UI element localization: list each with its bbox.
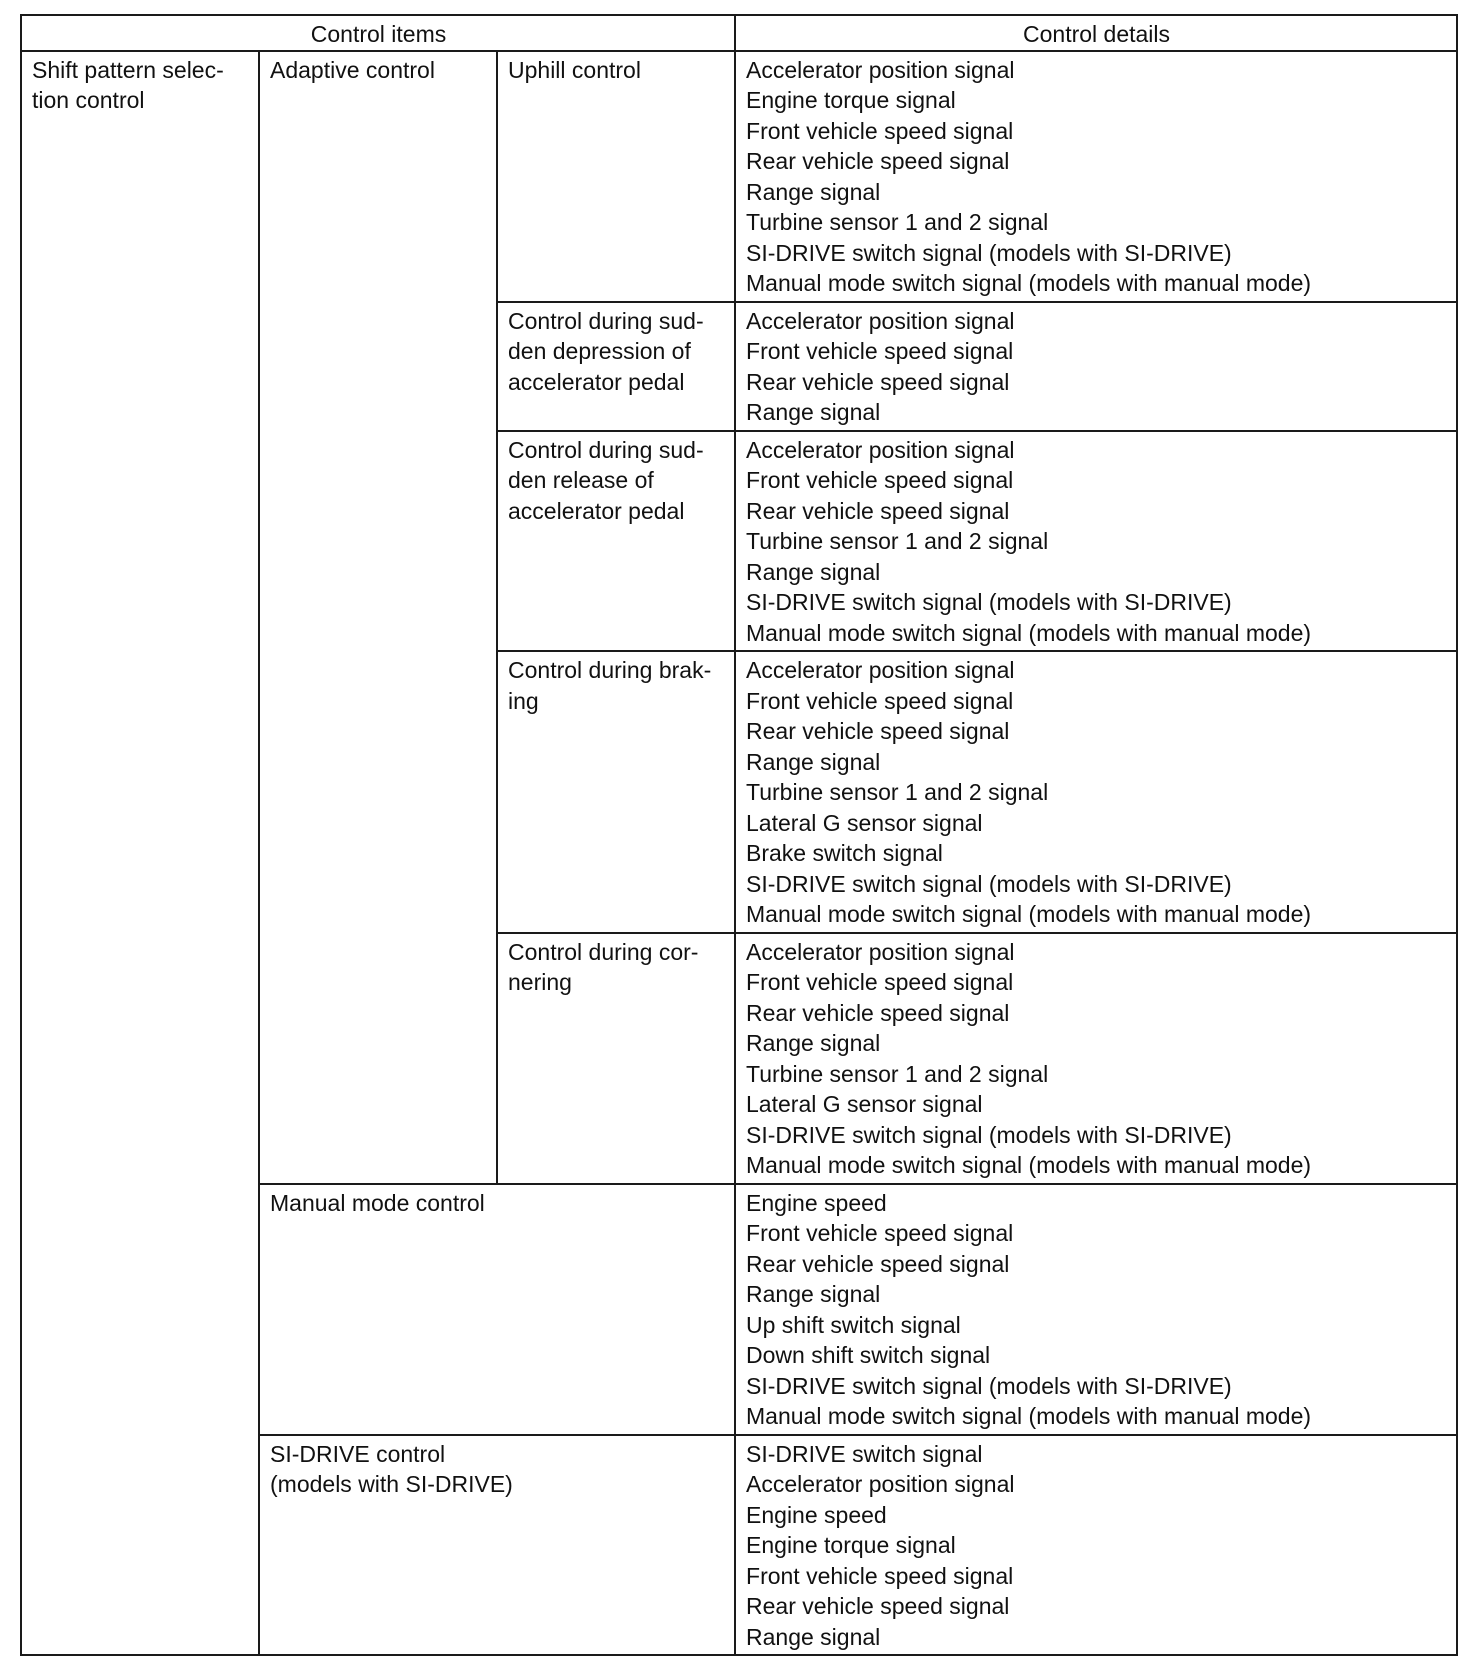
details-cell [735,1184,1457,1435]
si-drive-label: SI-DRIVE control [270,1440,446,1467]
sub-control-label: nering [508,969,572,995]
detail-line: Range signal [746,1281,881,1307]
details-cell [735,933,1457,1184]
detail-line: Front vehicle speed signal [746,969,1014,995]
detail-line: Front vehicle speed signal [746,467,1014,493]
manual-mode-label: Manual mode control [270,1189,485,1216]
details-cell [735,302,1457,431]
detail-line: Range signal [746,1623,881,1650]
sub-control-label: Control during cor- [508,938,699,965]
sub-control-label: Control during sud- [508,307,704,334]
detail-line: Down shift switch signal [746,1342,991,1368]
sub-control-label: accelerator pedal [508,497,685,524]
detail-line: Turbine sensor 1 and 2 signal [746,209,1049,235]
detail-line: Rear vehicle speed signal [746,1250,1010,1277]
detail-line: Engine speed [746,1501,887,1528]
details-cell [735,51,1457,302]
detail-line: Rear vehicle speed signal [746,148,1010,174]
detail-line: Front vehicle speed signal [746,117,1014,144]
adaptive-control-label: Adaptive control [270,56,435,83]
detail-line: Range signal [746,748,881,775]
details-cell [735,651,1457,933]
sub-control-cell [497,933,735,1184]
detail-line: SI-DRIVE switch signal (models with SI-DRIVE) [746,239,1232,266]
detail-line: Engine speed [746,1189,887,1216]
detail-line: Up shift switch signal [746,1311,961,1338]
detail-line: Turbine sensor 1 and 2 signal [746,528,1049,554]
detail-line: Rear vehicle speed signal [746,497,1010,524]
adaptive-control-cell [259,51,497,1184]
header-control-details: Control details [735,15,1457,51]
detail-line: Engine torque signal [746,1532,956,1558]
control-table [20,14,1458,1656]
si-drive-label: (models with SI-DRIVE) [270,1471,513,1497]
header-row [21,15,1457,51]
sub-control-label: ing [508,687,539,714]
shift-pattern-label: tion control [32,87,145,113]
details-cell [735,431,1457,652]
detail-line: SI-DRIVE switch signal [746,1440,983,1467]
detail-line: Manual mode switch signal (models with manual mode) [746,1152,1312,1178]
sub-control-label: den release of [508,467,654,493]
manual-mode-cell [259,1184,735,1435]
sub-control-label: den depression of [508,338,691,364]
detail-line: Manual mode switch signal (models with manual mode) [746,619,1312,646]
header-control-items: Control items [21,15,735,51]
detail-line: Turbine sensor 1 and 2 signal [746,1060,1049,1087]
sub-control-cell [497,651,735,933]
detail-line: Front vehicle speed signal [746,1220,1014,1246]
detail-line: Rear vehicle speed signal [746,718,1010,744]
detail-line: Lateral G sensor signal [746,1091,983,1117]
detail-line: SI-DRIVE switch signal (models with SI-DRIVE) [746,589,1232,615]
detail-line: Rear vehicle speed signal [746,1593,1010,1619]
sub-control-label: Control during sud- [508,436,704,463]
sub-control-cell [497,51,735,302]
detail-line: Lateral G sensor signal [746,809,983,836]
detail-line: Accelerator position signal [746,56,1015,83]
detail-line: Manual mode switch signal (models with manual mode) [746,901,1312,927]
detail-line: Manual mode switch signal (models with manual mode) [746,270,1312,296]
detail-line: Brake switch signal [746,840,943,866]
sub-control-cell [497,431,735,652]
detail-line: SI-DRIVE switch signal (models with SI-DRIVE) [746,1121,1232,1148]
detail-line: Front vehicle speed signal [746,1562,1014,1589]
shift-pattern-label: Shift pattern selec- [32,56,224,83]
shift-pattern-cell [21,51,259,1656]
detail-line: Rear vehicle speed signal [746,368,1010,395]
sub-control-cell [497,302,735,431]
detail-line: Turbine sensor 1 and 2 signal [746,779,1049,805]
detail-line: Rear vehicle speed signal [746,999,1010,1026]
table-row [21,51,1457,302]
detail-line: Range signal [746,399,881,425]
details-cell [735,1435,1457,1656]
detail-line: Range signal [746,558,881,585]
detail-line: Front vehicle speed signal [746,687,1014,714]
sub-control-label: accelerator pedal [508,368,685,395]
detail-line: Accelerator position signal [746,436,1015,463]
si-drive-cell [259,1435,735,1656]
detail-line: Accelerator position signal [746,938,1015,965]
detail-line: Range signal [746,1030,881,1056]
detail-line: Range signal [746,178,881,205]
detail-line: Front vehicle speed signal [746,338,1014,364]
detail-line: Accelerator position signal [746,307,1015,334]
detail-line: Accelerator position signal [746,657,1015,683]
sub-control-label: Uphill control [508,56,641,83]
detail-line: Manual mode switch signal (models with manual mode) [746,1403,1312,1429]
detail-line: Engine torque signal [746,87,956,113]
detail-line: SI-DRIVE switch signal (models with SI-DRIVE) [746,1372,1232,1399]
sub-control-label: Control during brak- [508,657,712,683]
detail-line: Accelerator position signal [746,1471,1015,1497]
detail-line: SI-DRIVE switch signal (models with SI-DRIVE) [746,870,1232,897]
